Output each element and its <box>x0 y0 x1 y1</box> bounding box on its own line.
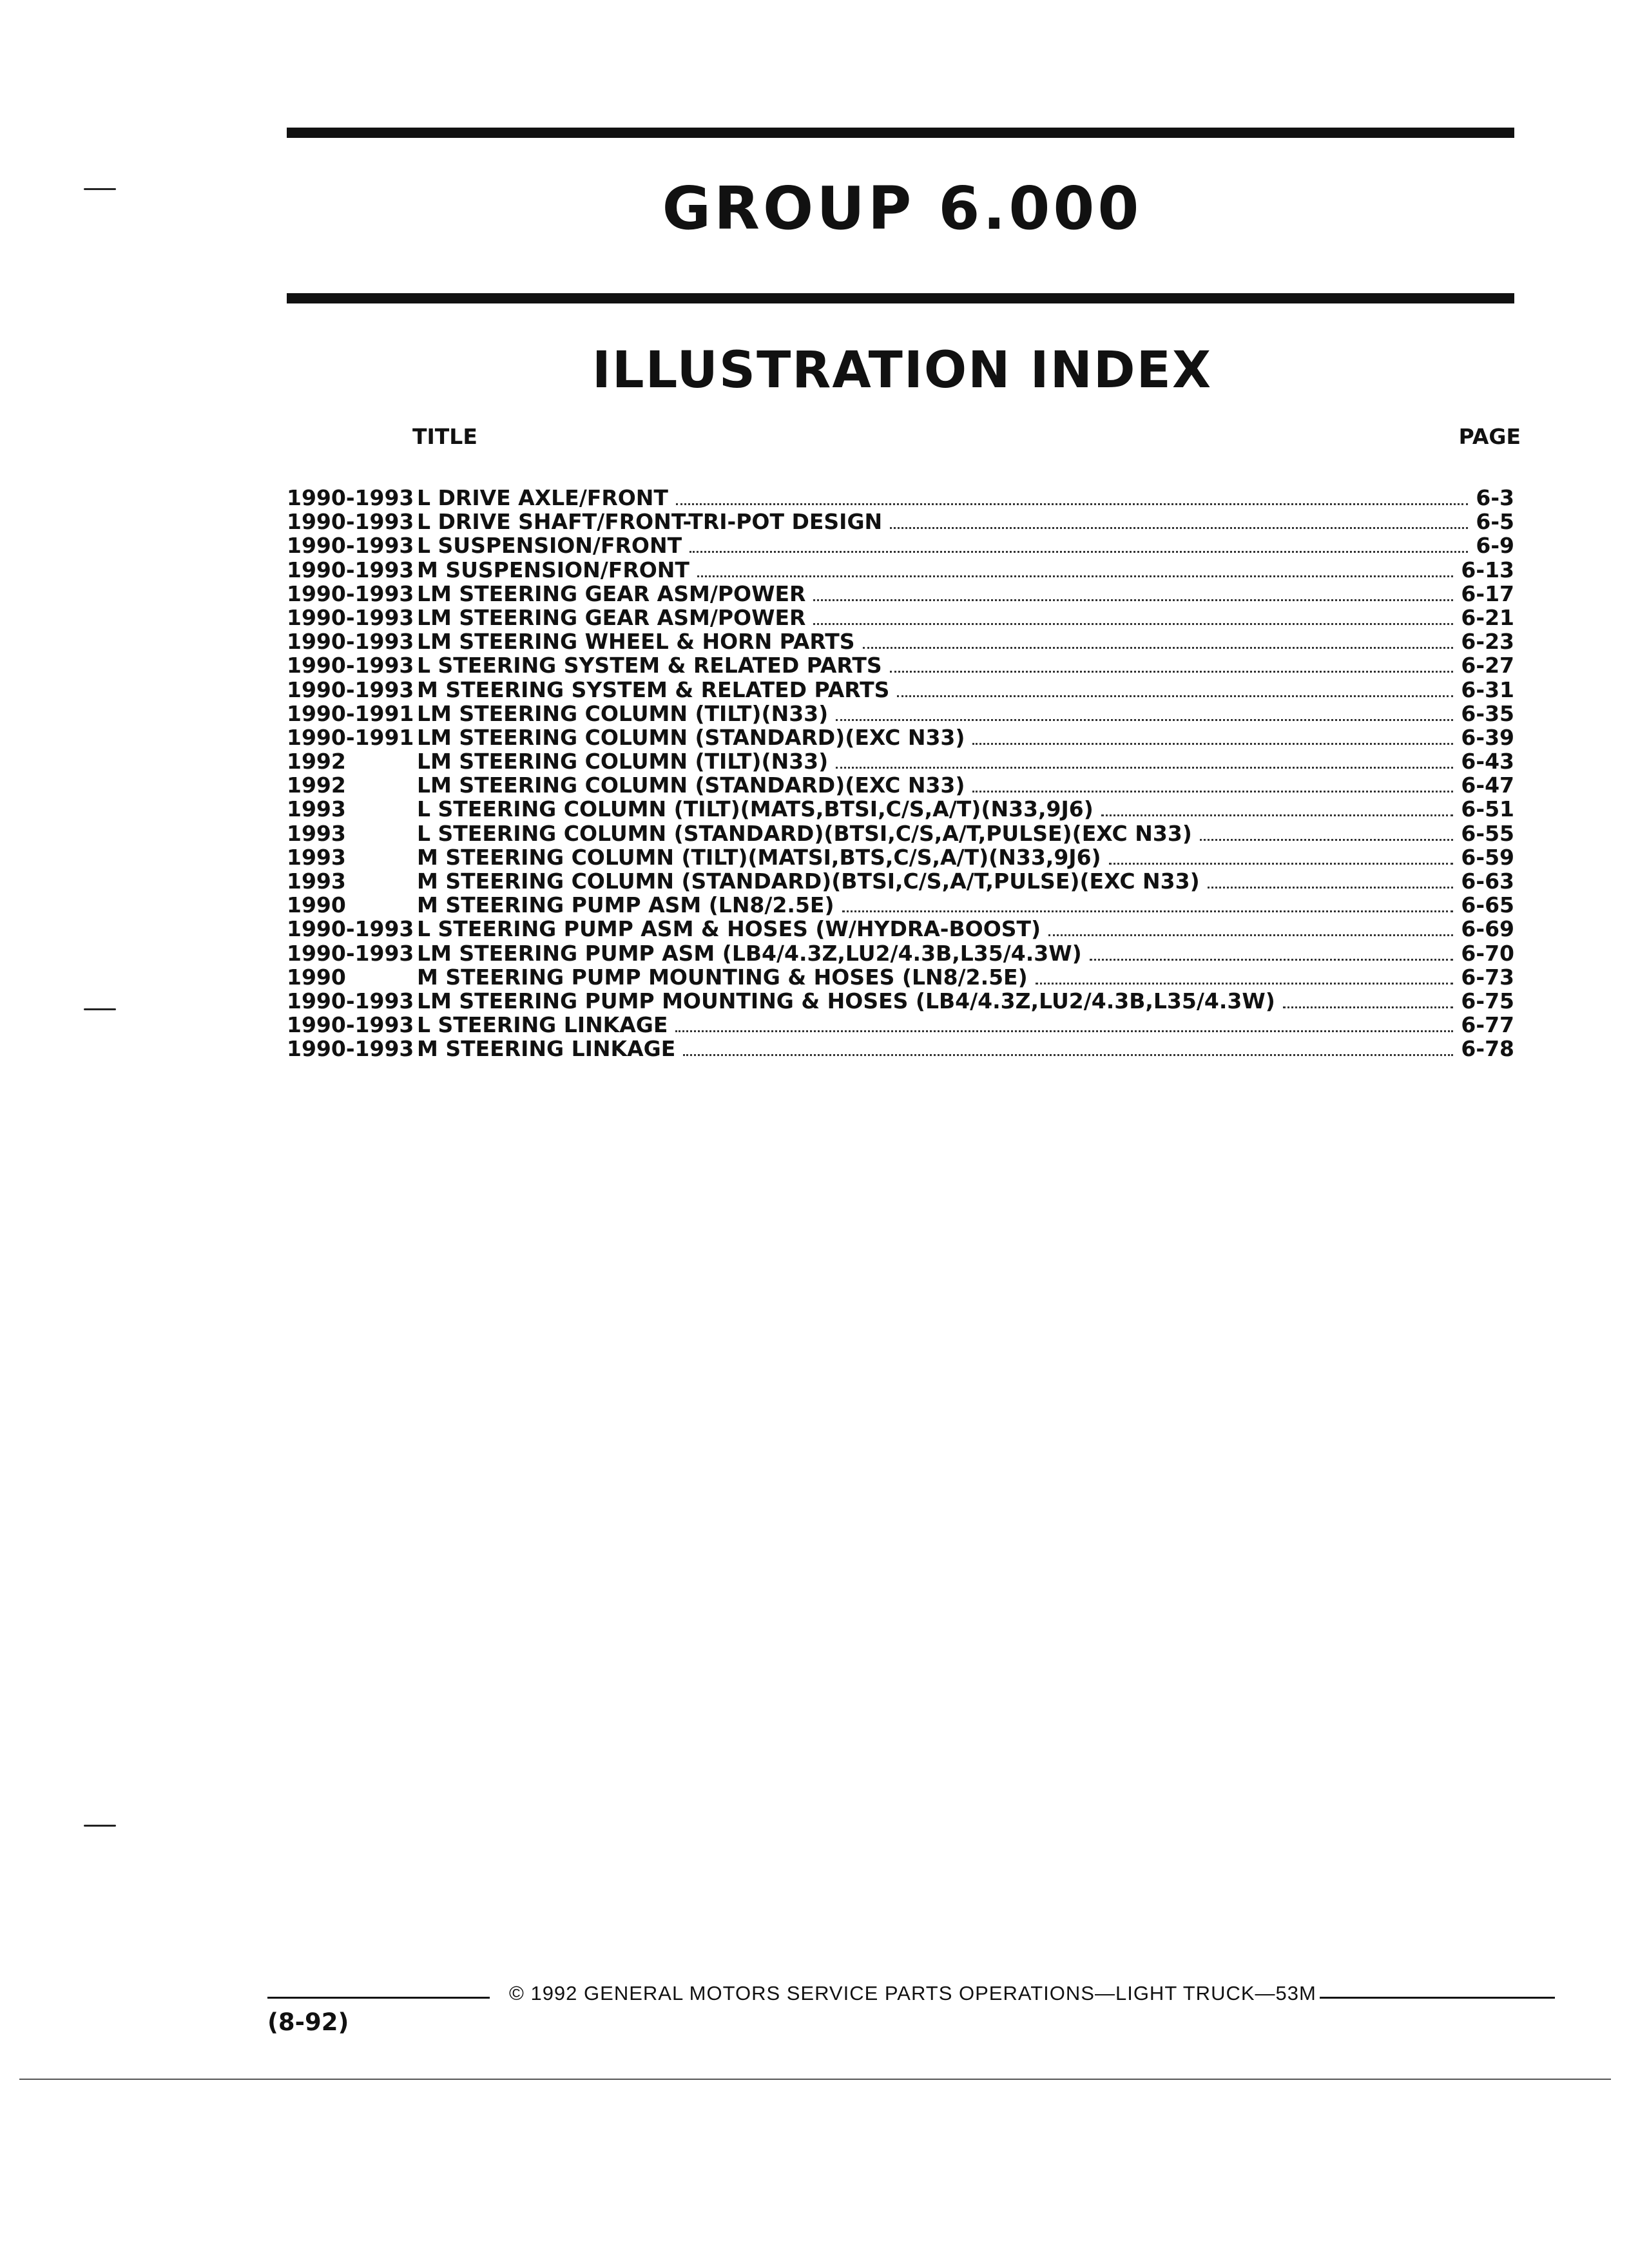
entry-title: LM STEERING GEAR ASM/POWER <box>417 604 806 630</box>
index-entry <box>287 869 1514 892</box>
entry-page: 6-3 <box>1476 485 1514 510</box>
index-entry <box>287 916 1514 940</box>
entry-title: LM STEERING PUMP MOUNTING & HOSES (LB4/4.3Z,LU2/4.3B,L35/4.3W) <box>417 988 1275 1014</box>
entry-page: 6-78 <box>1461 1036 1514 1062</box>
dot-leader <box>813 623 1453 625</box>
entry-years: 1990-1993 <box>287 940 414 966</box>
entry-page: 6-21 <box>1461 604 1514 630</box>
entry-years: 1993 <box>287 869 346 894</box>
entry-page: 6-55 <box>1461 820 1514 846</box>
entry-years: 1990-1991 <box>287 724 414 750</box>
dot-leader <box>890 527 1468 529</box>
index-entry <box>287 725 1514 749</box>
dot-leader <box>1048 934 1453 936</box>
index-entry <box>287 773 1514 796</box>
dot-leader <box>863 647 1454 649</box>
entry-title: M STEERING COLUMN (TILT)(MATSI,BTS,C/S,A/T)(N33,9J6) <box>417 844 1101 870</box>
entry-years: 1990-1991 <box>287 700 414 726</box>
page-column-header: PAGE <box>1458 424 1521 449</box>
index-entry <box>287 485 1514 509</box>
entry-title: M STEERING COLUMN (STANDARD)(BTSI,C/S,A/T,PULSE)(EXC N33) <box>417 869 1200 894</box>
group-title: GROUP 6.000 <box>662 174 1142 243</box>
entry-title: M STEERING PUMP ASM (LN8/2.5E) <box>417 892 834 918</box>
index-entry <box>287 629 1514 653</box>
dot-leader <box>813 599 1453 601</box>
entry-page: 6-31 <box>1461 677 1514 702</box>
dot-leader <box>1283 1006 1454 1008</box>
entry-title: L STEERING COLUMN (STANDARD)(BTSI,C/S,A/T,PULSE)(EXC N33) <box>417 820 1192 846</box>
index-entry <box>287 653 1514 677</box>
entry-title: LM STEERING COLUMN (TILT)(N33) <box>417 749 829 774</box>
footer-date-code: (8-92) <box>267 2008 349 2036</box>
entry-title: LM STEERING PUMP ASM (LB4/4.3Z,LU2/4.3B,L35/4.3W) <box>417 940 1082 966</box>
index-entry <box>287 701 1514 725</box>
index-title: ILLUSTRATION INDEX <box>592 341 1213 399</box>
index-entry <box>287 892 1514 916</box>
entry-years: 1990-1993 <box>287 653 414 678</box>
top-rule <box>287 128 1514 138</box>
entry-title: LM STEERING WHEEL & HORN PARTS <box>417 629 855 655</box>
entry-years: 1993 <box>287 820 346 846</box>
entry-title: M STEERING LINKAGE <box>417 1036 676 1062</box>
entry-title: L STEERING PUMP ASM & HOSES (W/HYDRA-BOOST) <box>417 916 1041 942</box>
entry-page: 6-75 <box>1461 988 1514 1014</box>
dot-leader <box>1200 839 1454 841</box>
index-entry <box>287 605 1514 629</box>
margin-mark <box>84 188 116 190</box>
entry-title: L STEERING COLUMN (TILT)(MATS,BTSI,C/S,A/T)(N33,9J6) <box>417 796 1094 822</box>
index-entry <box>287 533 1514 557</box>
dot-leader <box>1208 887 1454 889</box>
index-entry <box>287 581 1514 605</box>
dot-leader <box>675 1030 1453 1032</box>
entry-page: 6-23 <box>1461 629 1514 655</box>
dot-leader <box>697 575 1453 577</box>
dot-leader <box>836 767 1453 769</box>
entry-years: 1990-1993 <box>287 1012 414 1038</box>
entry-years: 1990-1993 <box>287 509 414 535</box>
footer-rule-right <box>1320 1997 1555 1999</box>
entry-page: 6-43 <box>1461 749 1514 774</box>
entry-years: 1990-1993 <box>287 629 414 655</box>
entry-page: 6-35 <box>1461 700 1514 726</box>
entry-title: M STEERING SYSTEM & RELATED PARTS <box>417 677 890 702</box>
entry-years: 1990 <box>287 964 346 990</box>
entry-page: 6-47 <box>1461 773 1514 798</box>
entry-page: 6-39 <box>1461 724 1514 750</box>
entry-title: LM STEERING COLUMN (TILT)(N33) <box>417 700 829 726</box>
entry-years: 1990-1993 <box>287 604 414 630</box>
index-entry <box>287 1012 1514 1036</box>
index-entry <box>287 965 1514 988</box>
index-entry <box>287 941 1514 965</box>
entry-title: L DRIVE AXLE/FRONT <box>417 485 668 510</box>
entry-title: L STEERING LINKAGE <box>417 1012 668 1038</box>
dot-leader <box>1109 863 1454 865</box>
dot-leader <box>1101 814 1454 816</box>
entry-years: 1990 <box>287 892 346 918</box>
entry-title: L DRIVE SHAFT/FRONT-TRI-POT DESIGN <box>417 509 883 535</box>
dot-leader <box>1036 983 1454 985</box>
entry-page: 6-77 <box>1461 1012 1514 1038</box>
entry-page: 6-27 <box>1461 653 1514 678</box>
entry-title: L SUSPENSION/FRONT <box>417 533 682 559</box>
dot-leader <box>1090 959 1454 961</box>
footer-rule-left <box>267 1997 490 1999</box>
entry-years: 1992 <box>287 773 346 798</box>
index-entry <box>287 821 1514 845</box>
entry-page: 6-63 <box>1461 869 1514 894</box>
entry-title: M STEERING PUMP MOUNTING & HOSES (LN8/2.5E) <box>417 964 1028 990</box>
entry-years: 1990-1993 <box>287 581 414 606</box>
dot-leader <box>689 551 1468 553</box>
entry-years: 1993 <box>287 844 346 870</box>
entry-page: 6-9 <box>1476 533 1514 559</box>
dot-leader <box>890 671 1454 673</box>
title-column-header: TITLE <box>412 424 477 449</box>
index-entry <box>287 557 1514 581</box>
dot-leader <box>842 910 1454 912</box>
entry-years: 1990-1993 <box>287 988 414 1014</box>
index-entry <box>287 845 1514 869</box>
entry-page: 6-5 <box>1476 509 1514 535</box>
entry-title: M SUSPENSION/FRONT <box>417 557 689 582</box>
entry-years: 1990-1993 <box>287 557 414 582</box>
index-entry <box>287 796 1514 820</box>
dot-leader <box>972 743 1453 745</box>
entry-page: 6-65 <box>1461 892 1514 918</box>
margin-mark <box>84 1008 116 1010</box>
entry-page: 6-73 <box>1461 964 1514 990</box>
dot-leader <box>972 791 1453 793</box>
index-entry <box>287 749 1514 773</box>
illustration-index-list <box>287 485 1514 1061</box>
dot-leader <box>676 503 1468 505</box>
entry-page: 6-69 <box>1461 916 1514 942</box>
entry-page: 6-13 <box>1461 557 1514 582</box>
dot-leader <box>836 719 1453 721</box>
index-entry <box>287 988 1514 1012</box>
entry-years: 1990-1993 <box>287 533 414 559</box>
index-entry <box>287 677 1514 701</box>
footer-copyright: © 1992 GENERAL MOTORS SERVICE PARTS OPERATIONS—LIGHT TRUCK—53M <box>509 1982 1316 2004</box>
dot-leader <box>683 1054 1453 1056</box>
entry-title: LM STEERING COLUMN (STANDARD)(EXC N33) <box>417 724 965 750</box>
entry-years: 1990-1993 <box>287 916 414 942</box>
entry-page: 6-17 <box>1461 581 1514 606</box>
dot-leader <box>897 695 1453 697</box>
entry-years: 1990-1993 <box>287 485 414 510</box>
entry-title: LM STEERING COLUMN (STANDARD)(EXC N33) <box>417 773 965 798</box>
entry-title: L STEERING SYSTEM & RELATED PARTS <box>417 653 882 678</box>
entry-years: 1992 <box>287 749 346 774</box>
index-entry <box>287 1036 1514 1060</box>
entry-title: LM STEERING GEAR ASM/POWER <box>417 581 806 606</box>
entry-page: 6-51 <box>1461 796 1514 822</box>
bottom-rule <box>19 2079 1611 2080</box>
entry-years: 1990-1993 <box>287 1036 414 1062</box>
entry-years: 1993 <box>287 796 346 822</box>
index-entry <box>287 509 1514 533</box>
entry-years: 1990-1993 <box>287 677 414 702</box>
margin-mark <box>84 1825 116 1827</box>
entry-page: 6-70 <box>1461 940 1514 966</box>
title-rule <box>287 293 1514 303</box>
entry-page: 6-59 <box>1461 844 1514 870</box>
